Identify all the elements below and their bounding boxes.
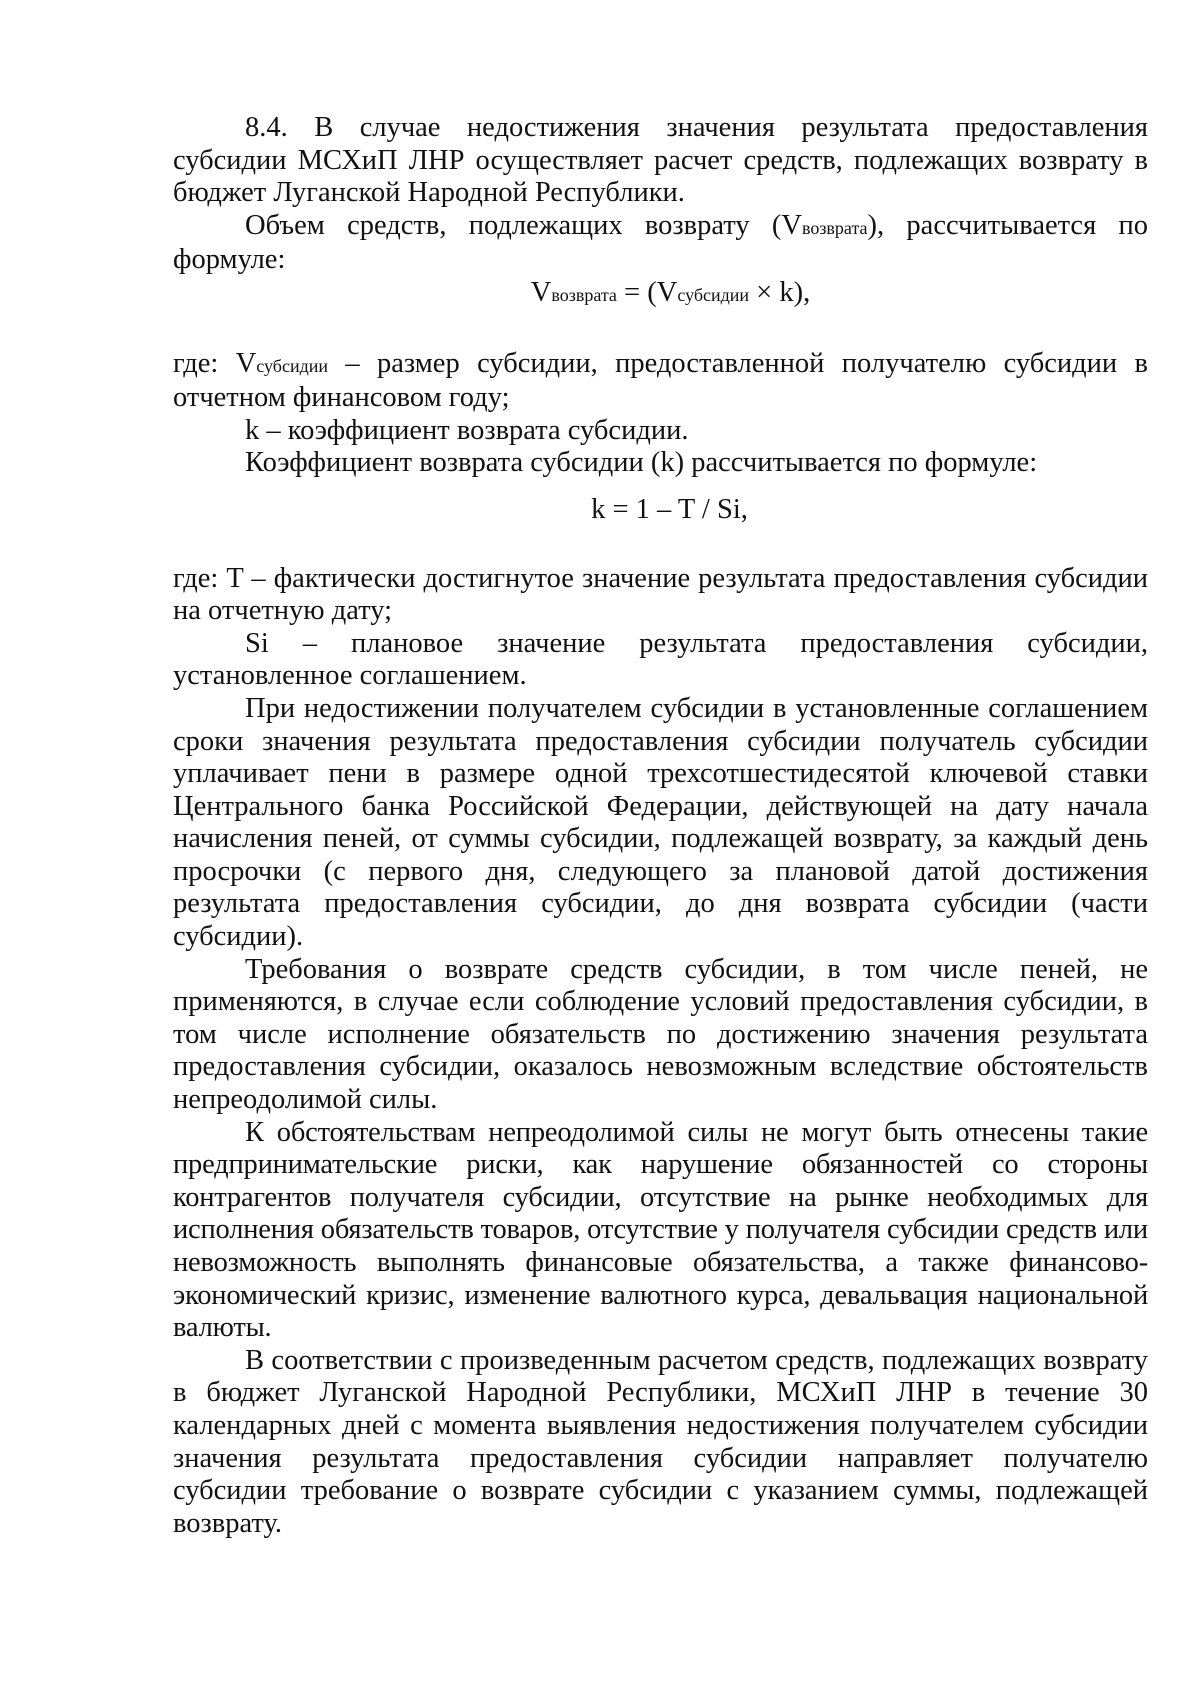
document-page: [173, 112, 1148, 1540]
paragraph-penalty: При недостижении получателем субсидии в установленные соглашением сроки значения результата предоставления субсидии получатель субсидии уплачивает пени в размере одной трехсотшестидесятой ключевой ставки Центрального банка Российской Федерации, действующей на дату начала начисления пеней, от суммы субсидии, подлежащей возврату, за каждый день просрочки (с первого дня, следующего за плановой датой достижения результата предоставления субсидии, до дня возврата субсидии (части субсидии).: [173, 692, 1148, 953]
formula-coefficient: k = 1 – T / Si,: [591, 493, 748, 525]
paragraph-force-majeure: Требования о возврате средств субсидии, в том числе пеней, не применяются, в случае если соблюдение условий предоставления субсидии, в том числе исполнение обязательств по достижению значения результата предоставления субсидии, оказалось невозможным вследствие обстоятельств непреодолимой силы.: [173, 953, 1148, 1116]
paragraph-refund-demand: В соответствии с произведенным расчетом средств, подлежащих возврату в бюджет Луганской Народной Республики, МСХиП ЛНР в течение 30 календарных дней с момента выявления недостижения получателем субсидии значения результата предоставления субсидии направляет получателю субсидии требование о возврате субсидии с указанием суммы, подлежащей возврату.: [173, 1344, 1148, 1539]
text-segment: ), рассчитывается по формуле:: [173, 209, 1148, 276]
paragraph-k-formula-intro: Коэффициент возврата субсидии (k) рассчитывается по формуле:: [245, 447, 1038, 479]
paragraph-volume-formula-intro: [173, 210, 1148, 277]
paragraph-where-subsidy: [173, 348, 1148, 415]
paragraph-8-4: 8.4. В случае недостижения значения результата предоставления субсидии МСХиП ЛНР осуществляет расчет средств, подлежащих возврату в бюджет Луганской Народной Республики.: [173, 112, 1148, 209]
formula-part: × k),: [749, 276, 811, 308]
paragraph-where-t: где: T – фактически достигнутое значение результата предоставления субсидии на отчетную дату;: [173, 562, 1148, 627]
subscript: субсидии: [256, 355, 329, 376]
subscript: возврата: [551, 284, 617, 305]
paragraph-k-definition: k – коэффициент возврата субсидии.: [245, 414, 689, 446]
text-segment: где: V: [173, 347, 257, 379]
text-segment: – размер субсидии, предоставленной получателю субсидии в отчетном финансовом году;: [173, 347, 1149, 414]
formula-volume: [173, 277, 1148, 312]
paragraph-force-majeure-exclusions: К обстоятельствам непреодолимой силы не могут быть отнесены такие предпринимательские риски, как нарушение обязанностей со стороны контрагентов получателя субсидии, отсутствие на рынке необходимых для исполнения обязательств товаров, отсутствие у получателя субсидии средств или невозможность выполнять финансовые обязательства, а также финансово-экономический кризис, изменение валютного курса, девальвация национальной валюты.: [173, 1116, 1148, 1344]
paragraph-si-definition: Si – плановое значение результата предоставления субсидии, установленное соглашением.: [173, 627, 1148, 692]
subscript: возврата: [801, 217, 868, 238]
formula-part: = (V: [616, 276, 678, 308]
text-segment: Объем средств, подлежащих возврату (V: [245, 209, 802, 241]
formula-part: V: [530, 276, 552, 308]
subscript: субсидии: [677, 284, 750, 305]
